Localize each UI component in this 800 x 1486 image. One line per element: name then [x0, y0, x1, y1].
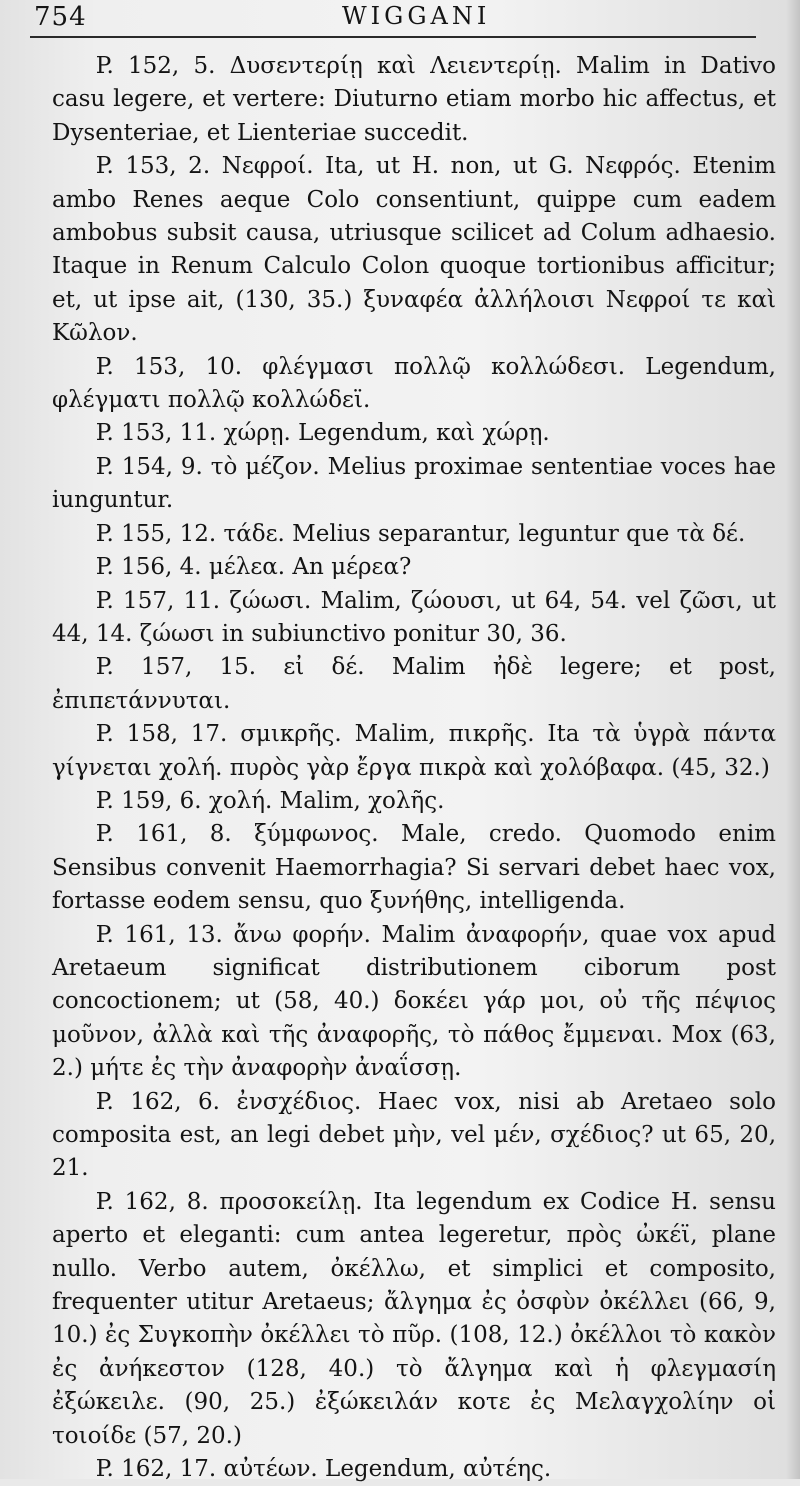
- annotation-entry: P. 159, 6. χολή. Malim, χολῆς.: [95, 787, 445, 814]
- annotation-entry: P. 155, 12. τάδε. Melius separantur, leguntur que τὰ δέ.: [95, 520, 746, 547]
- annotation-entry: P. 153, 10. φλέγμασι πολλῷ κολλώδεσι. Legendum, φλέγματι πολλῷ κολλώδεϊ.: [52, 353, 776, 414]
- annotation-entry: P. 162, 6. ἐνσχέδιος. Haec vox, nisi ab Aretaeo solo composita est, an legi debet μὴν, vel μέν, σχέδιος? ut 65, 20, 21.: [52, 1088, 776, 1182]
- annotation-entry: P. 157, 15. εἰ δέ. Malim ἠδὲ legere; et post, ἐπιπετάννυται.: [52, 654, 776, 714]
- annotation-entry: P. 157, 11. ζώωσι. Malim, ζώουσι, ut 64, 54. vel ζῶσι, ut 44, 14. ζώωσι in subiunctivo ponitur 30, 36.: [52, 587, 776, 647]
- running-title: WIGGANI: [342, 2, 491, 30]
- annotation-entry: P. 162, 17. αὐτέων. Legendum, αὐτέης.: [95, 1456, 552, 1483]
- page-gutter-shadow: [786, 0, 800, 1479]
- page-number: 754: [34, 2, 87, 32]
- annotation-entry: P. 152, 5. Δυσεντερίῃ καὶ Λειεντερίῃ. Malim in Dativo casu legere, et vertere: Diuturno etiam morbo hic affectus, et Dysenteriae, et Lienteriae succedit.: [52, 53, 776, 146]
- running-head: [34, 0, 776, 40]
- annotation-entry: P. 153, 2. Νεφροί. Ita, ut H. non, ut G. Νεφρός. Etenim ambo Renes aeque Colo consentiunt, quippe cum eadem ambobus subsit causa, utriusque scilicet ad Colum adhaesio. Itaque in Renum Calculo Colon quoque tortionibus afficitur; et, ut ipse ait, (130, 35.) ξυναφέα ἀλλήλοισι Νεφροί τε καὶ Κῶλον.: [52, 153, 776, 347]
- annotation-entry: P. 158, 17. σμικρῆς. Malim, πικρῆς. Ita τὰ ὑγρὰ πάντα γίγνεται χολή. πυρὸς γὰρ ἔργα πικρὰ καὶ χολόβαφα. (45, 32.): [52, 721, 776, 781]
- annotation-list: [52, 40, 776, 1486]
- annotation-entry: P. 156, 4. μέλεα. An μέρεα?: [95, 554, 412, 581]
- annotation-entry: P. 153, 11. χώρῃ. Legendum, καὶ χώρῃ.: [95, 420, 550, 447]
- annotation-entry: P. 154, 9. τὸ μέζον. Melius proximae sententiae voces hae iunguntur.: [52, 453, 776, 514]
- annotation-entry: P. 162, 8. προσοκείλῃ. Ita legendum ex Codice H. sensu aperto et eleganti: cum antea legeretur, πρὸς ὠκέϊ, plane nullo. Verbo autem, ὀκέλλω, et simplici et composito, frequenter utitur Aretaeus; ἄλγημα ἐς ὀσφὺν ὀκέλλει (66, 9, 10.) ἐς Συγκοπὴν ὀκέλλει τὸ πῦρ. (108, 12.) ὀκέλλοι τὸ κακὸν ἐς ἀνήκεστον (128, 40.) τὸ ἄλγημα καὶ ἡ φλεγμασίη ἐξώκειλε. (90, 25.) ἐξώκειλάν κοτε ἐς Μελαγχολίην οἱ τοιοίδε (57, 20.): [52, 1188, 776, 1449]
- annotation-entry: P. 161, 13. ἄνω φορήν. Malim ἀναφορήν, quae vox apud Aretaeum significat distributionem ciborum post concoctionem; ut (58, 40.) δοκέει γάρ μοι, οὐ τῆς πέψιος μοῦνον, ἀλλὰ καὶ τῆς ἀναφορῆς, τὸ πάθος ἔμμεναι. Mox (63, 2.) μήτε ἐς τὴν ἀναφορὴν ἀναΐσσῃ.: [52, 921, 776, 1082]
- annotation-entry: P. 161, 8. ξύμφωνος. Male, credo. Quomodo enim Sensibus convenit Haemorrhagia? Si servari debet haec vox, fortasse eodem sensu, quo ξυνήθης, intelligenda.: [52, 821, 776, 915]
- header-rule: [30, 36, 756, 38]
